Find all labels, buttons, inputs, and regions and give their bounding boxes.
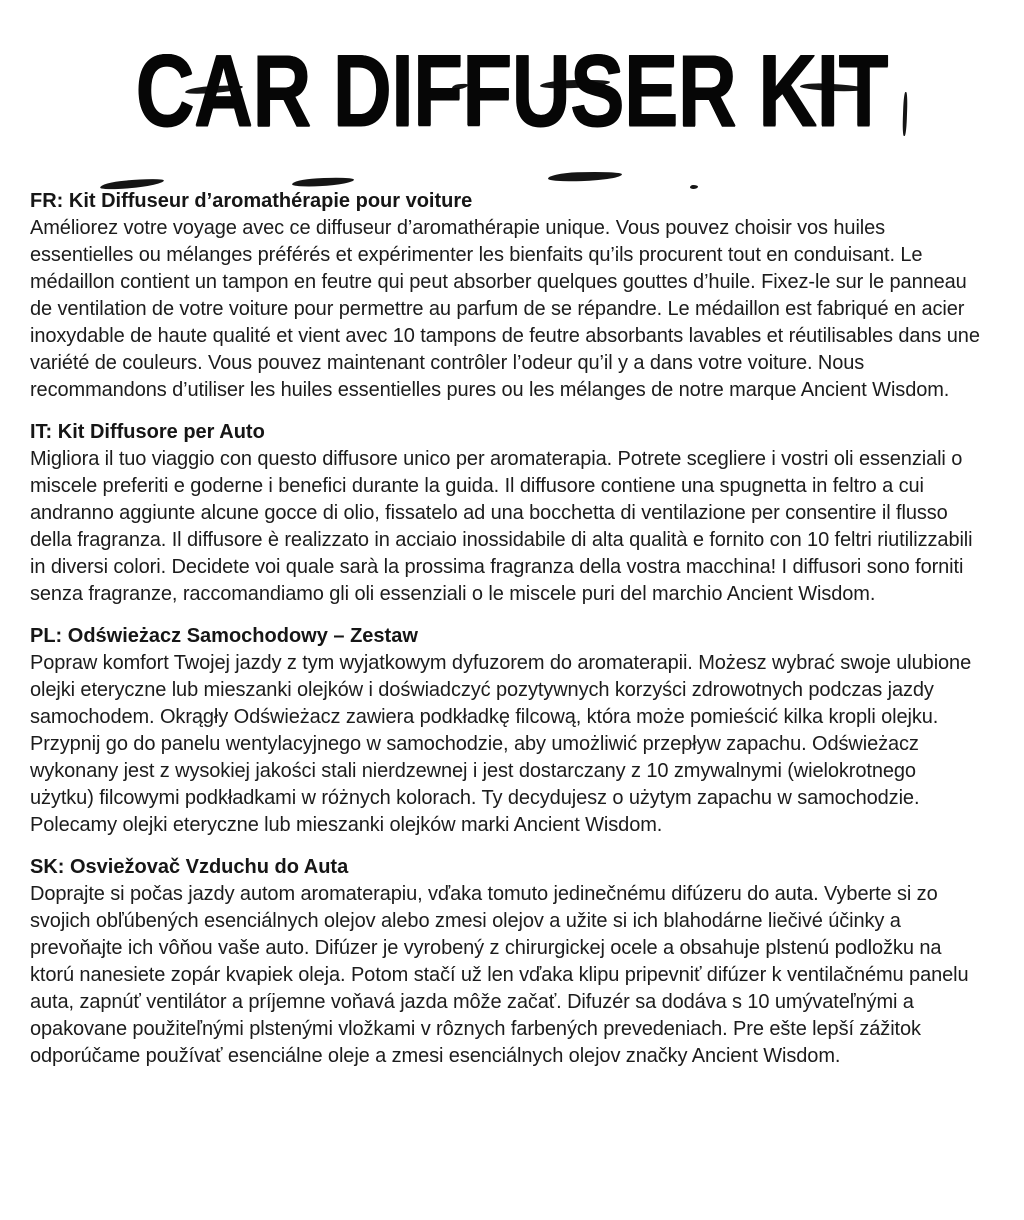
section-it (30, 419, 982, 608)
ink-smudge (292, 176, 354, 187)
section-pl (30, 623, 982, 839)
ink-smudge (548, 171, 622, 183)
ink-smudge (902, 92, 908, 136)
section-fr-heading: FR: Kit Diffuseur d’aromathérapie pour voiture (30, 190, 473, 212)
section-fr-body: Améliorez votre voyage avec ce diffuseur d’aromathérapie unique. Vous pouvez choisir vos huiles essentielles ou mélanges préférés et expérimenter les bienfaits qu’ils procurent tout en conduisant. Le médaillon contient un tampon en feutre qui peut absorber quelques gouttes d’huile. Fixez-le sur le panneau de ventilation de votre voiture pour permettre au parfum de se répandre. Le médaillon est fabriqué en acier inoxydable de haute qualité et vient avec 10 tampons de feutre absorbants lavables et réutilisables dans une variété de couleurs. Vous pouvez maintenant contrôler l’odeur qu’il y a dans votre voiture. Nous recommandons d’utiliser les huiles essentielles pures ou les mélanges de notre marque Ancient Wisdom. (30, 217, 980, 401)
section-pl-heading: PL: Odświeżacz Samochodowy – Zestaw (30, 625, 418, 647)
instructions-content (30, 188, 982, 1085)
page-title: CAR DIFFUSER KIT (135, 33, 889, 149)
section-it-heading: IT: Kit Diffusore per Auto (30, 421, 265, 443)
section-it-body: Migliora il tuo viaggio con questo diffusore unico per aromaterapia. Potrete scegliere i vostri oli essenziali o miscele preferiti e goderne i benefici durante la guida. Il diffusore contiene una spugnetta in feltro a cui andranno aggiunte alcune gocce di olio, fissatelo ad una bocchetta di ventilazione per consentire il flusso della fragranza. Il diffusore è realizzato in acciaio inossidabile di alta qualità e fornito con 10 feltri riutilizzabili in diversi colori. Decidete voi quale sarà la prossima fragranza della vostra macchina! I diffusori sono forniti senza fragranze, raccomandiamo gli oli essenziali o le miscele puri del marchio Ancient Wisdom. (30, 448, 973, 605)
section-sk-heading: SK: Osviežovač Vzduchu do Auta (30, 856, 349, 878)
section-sk-body: Doprajte si počas jazdy autom aromaterapiu, vďaka tomuto jedinečnému difúzeru do auta. Vyberte si zo svojich obľúbených esenciálnych olejov alebo zmesi olejov a užite si ich blahodárne liečivé účinky a prevoňajte ich vôňou vaše auto. Difúzer je vyrobený z chirurgickej ocele a obsahuje plstenú podložku na ktorú nanesiete zopár kvapiek oleja. Potom stačí už len vďaka klipu pripevniť difúzer k ventilačnému panelu auta, zapnúť ventilátor a príjemne voňavá jazda môže začať. Difuzér sa dodáva s 10 umývateľnými a opakovane použiteľnými plstenými vložkami v rôznych farbených prevedeniach. Pre ešte lepší zážitok odporúčame používať esenciálne oleje a zmesi esenciálnych olejov značky Ancient Wisdom. (30, 883, 969, 1067)
section-fr (30, 188, 982, 404)
title-banner (0, 33, 1024, 160)
section-sk (30, 854, 982, 1070)
section-pl-body: Popraw komfort Twojej jazdy z tym wyjatkowym dyfuzorem do aromaterapii. Możesz wybrać swoje ulubione olejki eteryczne lub mieszanki olejków i doświadczyć pozytywnych korzyści zdrowotnych podczas jazdy samochodem. Okrągły Odświeżacz zawiera podkładkę filcową, która może pomieścić kilka kropli olejku. Przypnij go do panelu wentylacyjnego w samochodzie, aby umożliwić przepływ zapachu. Odświeżacz wykonany jest z wysokiej jakości stali nierdzewnej i jest dostarczany z 10 zmywalnymi (wielokrotnego użytku) filcowymi podkładkami w różnych kolorach. Ty decydujesz o użytym zapachu w samochodzie. Polecamy olejki eteryczne lub mieszanki olejków marki Ancient Wisdom. (30, 652, 972, 836)
